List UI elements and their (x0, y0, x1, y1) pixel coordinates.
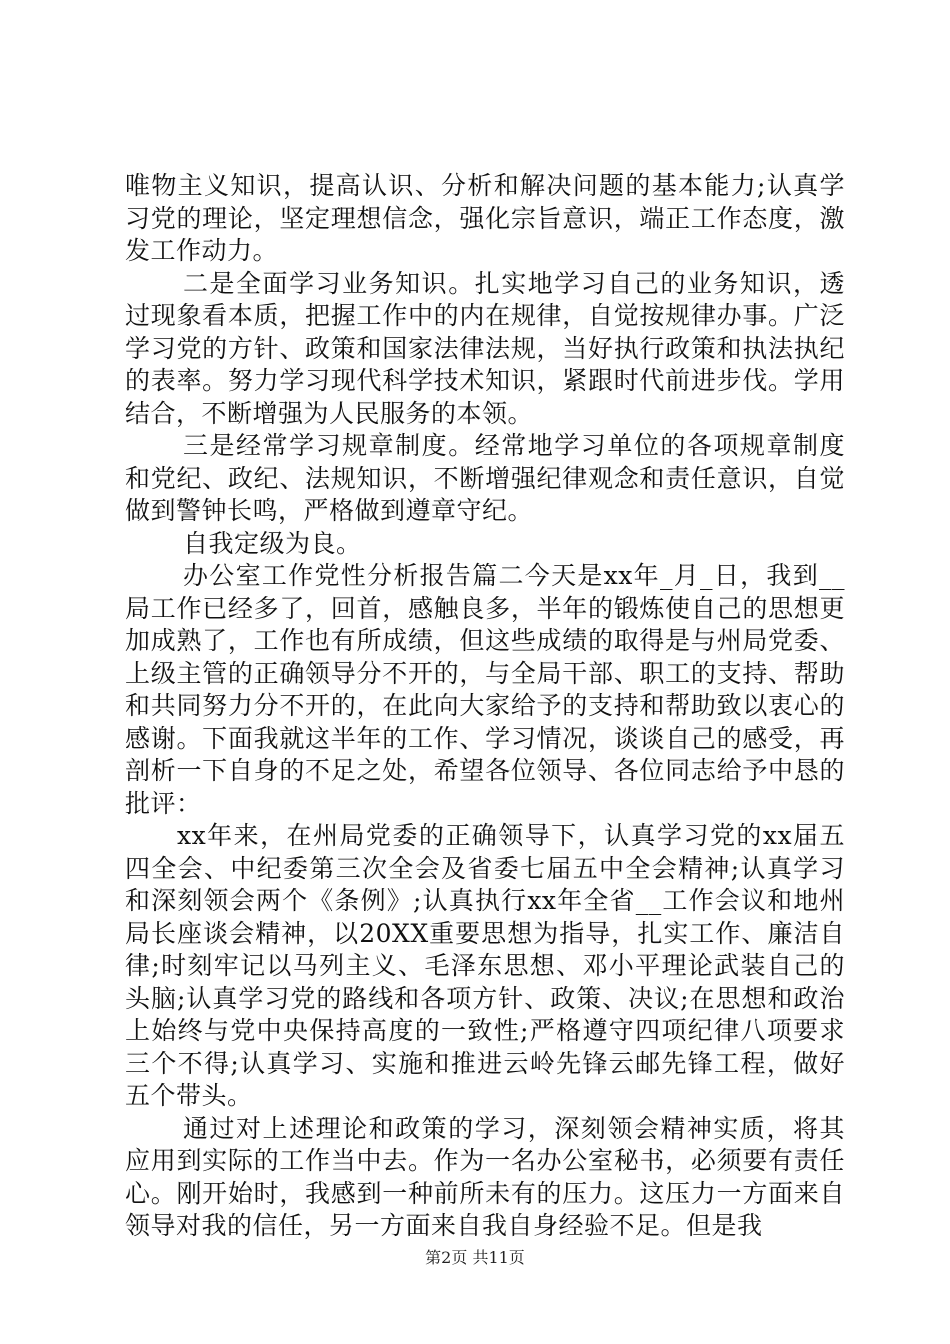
page-number-footer: 第2页 共11页 (425, 1248, 525, 1267)
paragraph-3: 三是经常学习规章制度。经常地学习单位的各项规章制度和党纪、政纪、法规知识，不断增强纪律观念和责任意识，自觉做到警钟长鸣，严格做到遵章守纪。 (125, 431, 845, 525)
paragraph-4: 自我定级为良。 (183, 528, 362, 558)
document-body (125, 170, 845, 1243)
paragraph-1: 唯物主义知识，提高认识、分析和解决问题的基本能力;认真学习党的理论，坚定理想信念，强化宗旨意识，端正工作态度，激发工作动力。 (125, 171, 845, 265)
paragraph-2: 二是全面学习业务知识。扎实地学习自己的业务知识，透过现象看本质，把握工作中的内在规律，自觉按规律办事。广泛学习党的方针、政策和国家法律法规，当好执行政策和执法执纪的表率。努力学习现代科学技术知识，紧跟时代前进步伐。学用结合，不断增强为人民服务的本领。 (125, 268, 845, 428)
paragraph-7: 通过对上述理论和政策的学习，深刻领会精神实质，将其应用到实际的工作当中去。作为一名办公室秘书，必须要有责任心。刚开始时，我感到一种前所未有的压力。这压力一方面来自领导对我的信任，另一方面来自我自身经验不足。但是我 (125, 1113, 845, 1240)
paragraph-5: 办公室工作党性分析报告篇二今天是xx年_月_日，我到__局工作已经多了，回首，感触良多，半年的锻炼使自己的思想更加成熟了，工作也有所成绩，但这些成绩的取得是与州局党委、上级主管的正确领导分不开的，与全局干部、职工的支持、帮助和共同努力分不开的，在此向大家给予的支持和帮助致以衷心的感谢。下面我就这半年的工作、学习情况，谈谈自己的感受，再剖析一下自身的不足之处，希望各位领导、各位同志给予中恳的批评： (125, 561, 845, 818)
paragraph-6: xx年来，在州局党委的正确领导下，认真学习党的xx届五四全会、中纪委第三次全会及省委七届五中全会精神;认真学习和深刻领会两个《条例》;认真执行xx年全省__工作会议和地州局长座谈会精神，以20XX重要思想为指导，扎实工作、廉洁自律;时刻牢记以马列主义、毛泽东思想、邓小平理论武装自己的头脑;认真学习党的路线和各项方针、政策、决议;在思想和政治上始终与党中央保持高度的一致性;严格遵守四项纪律八项要求三个不得;认真学习、实施和推进云岭先锋云邮先锋工程，做好五个带头。 (125, 821, 845, 1110)
